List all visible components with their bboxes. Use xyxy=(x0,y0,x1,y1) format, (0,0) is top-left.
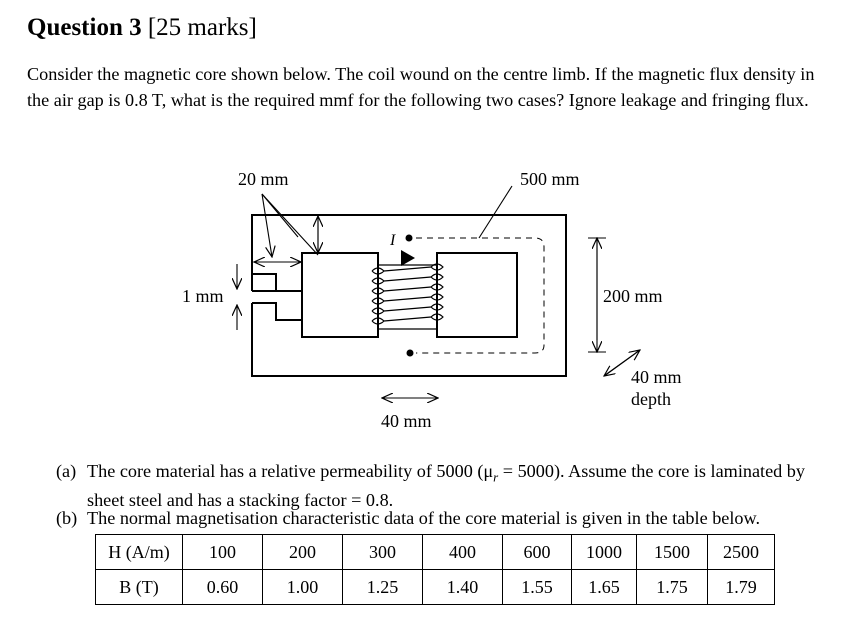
table-cell: 2500 xyxy=(708,535,775,570)
part-b-text: The normal magnetisation characteristic data of the core material is given in the table below. xyxy=(87,508,761,528)
coil xyxy=(372,264,443,329)
depth-word: depth xyxy=(631,389,671,409)
part-b-tag: (b) xyxy=(56,508,78,528)
part-a-text: The core material has a relative permeability of 5000 (μ xyxy=(87,461,494,481)
height-label: 200 mm xyxy=(603,286,663,306)
table-row xyxy=(96,535,775,570)
core-window-right xyxy=(437,253,517,337)
table-cell: 100 xyxy=(183,535,263,570)
mean-path xyxy=(416,238,544,353)
current-arrow xyxy=(401,250,415,266)
path-length-label: 500 mm xyxy=(520,169,580,189)
part-a xyxy=(56,460,846,512)
b-header: B (T) xyxy=(96,570,183,605)
air-gap-label: 1 mm xyxy=(182,286,224,306)
table-row xyxy=(96,570,775,605)
table-cell: 1.75 xyxy=(637,570,708,605)
current-label: I xyxy=(390,232,396,249)
depth-value: 40 mm xyxy=(631,367,682,387)
table-cell: 1.00 xyxy=(263,570,343,605)
table-cell: 1.65 xyxy=(572,570,637,605)
table-cell: 1.79 xyxy=(708,570,775,605)
question-marks: [25 marks] xyxy=(147,14,257,41)
table-cell: 1500 xyxy=(637,535,708,570)
part-a-tag: (a) xyxy=(56,461,77,481)
centre-limb-label: 40 mm xyxy=(381,411,432,431)
table-cell: 200 xyxy=(263,535,343,570)
magnetisation-table xyxy=(95,534,775,605)
question-heading: Question 3 xyxy=(27,14,142,41)
depth-label xyxy=(631,366,682,410)
table-cell: 1.25 xyxy=(343,570,423,605)
part-a-text-after: = 5000). Assume the core is laminated by sheet steel and has a stacking factor = 0.8. xyxy=(87,461,805,510)
table-cell: 1.55 xyxy=(503,570,572,605)
table-cell: 1000 xyxy=(572,535,637,570)
coil-terminal-top xyxy=(406,235,413,242)
question-intro: Consider the magnetic core shown below. The coil wound on the centre limb. If the magnetic flux density in the air gap is 0.8 T, what is the required mmf for the following two cases? Ignore leakage and fringing flux. xyxy=(27,64,815,110)
part-a-subscript: r xyxy=(493,469,499,485)
table-cell: 0.60 xyxy=(183,570,263,605)
h-header: H (A/m) xyxy=(96,535,183,570)
part-b xyxy=(56,507,846,530)
table-cell: 1.40 xyxy=(423,570,503,605)
table-cell: 600 xyxy=(503,535,572,570)
coil-terminal-bottom xyxy=(407,350,414,357)
limb-width-label: 20 mm xyxy=(238,169,289,189)
table-cell: 400 xyxy=(423,535,503,570)
core-window-left xyxy=(302,253,378,337)
table-cell: 300 xyxy=(343,535,423,570)
core-inner-left-window xyxy=(252,274,302,320)
